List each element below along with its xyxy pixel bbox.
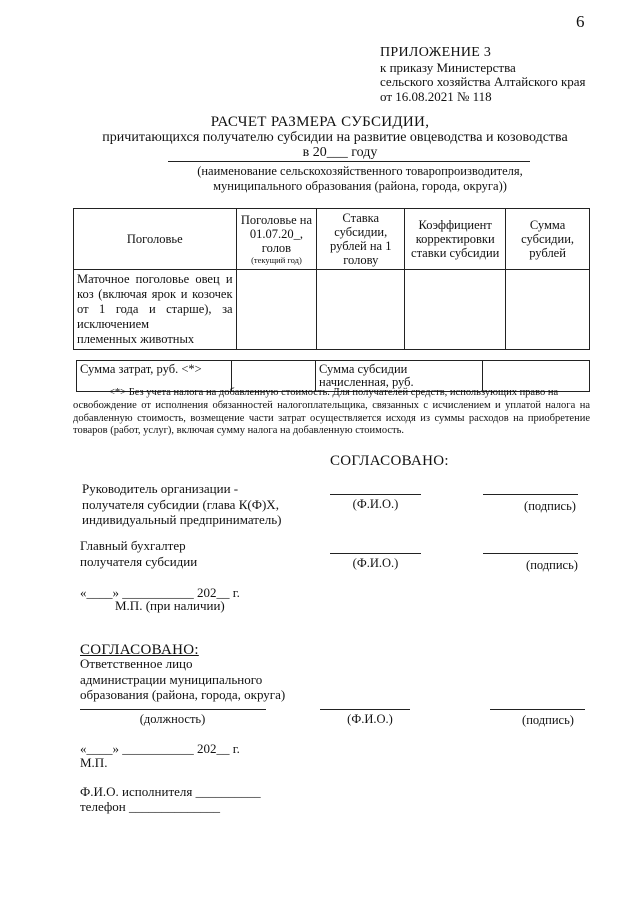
title-line-2: причитающихся получателю субсидии на развитие овцеводства и козоводства [102,130,568,145]
title-line-1: РАСЧЕТ РАЗМЕРА СУБСИДИИ, [210,114,430,130]
head-org-line-3: индивидуальный предприниматель) [82,512,282,527]
row-description-text: Маточное поголовье овец и коз (включая ярок и козочек от 1 года и старше), за исключением [77,272,233,331]
accountant-line-2: получателя субсидии [80,553,198,569]
head-of-organization-block [82,481,282,528]
header-head-count [236,209,317,270]
head-org-line-1: Руководитель организации - [82,481,239,496]
approved-heading-2: СОГЛАСОВАНО: [80,642,199,658]
head-fio-line[interactable] [330,494,421,495]
admin-signature-caption: (подпись) [522,713,574,727]
name-caption-line-2: муниципального образования (района, города, округа)) [213,179,507,193]
appendix-header [380,46,586,104]
cell-coefficient[interactable] [405,270,506,350]
header-rate: Ставка субсидии, рублей на 1 голову [317,209,405,270]
accrued-subsidy-label: Сумма субсидии начисленная, руб. [316,361,483,392]
footnote [73,387,590,438]
cell-head-count[interactable] [236,270,317,350]
appendix-line-1: к приказу Министерства [380,59,516,75]
title-line-3: в 20___ году [302,145,378,160]
name-caption-line-1: (наименование сельскохозяйственного товаропроизводителя, [197,164,523,178]
costs-label: Сумма затрат, руб. <*> [77,361,232,392]
accountant-fio-line[interactable] [330,553,421,554]
chief-accountant-block [80,538,197,569]
administration-block [80,656,285,703]
accountant-signature-line[interactable] [483,553,578,554]
head-fio-caption: (Ф.И.О.) [352,497,399,511]
appendix-line-2: сельского хозяйства Алтайского края [380,74,586,89]
producer-name-line [168,161,530,162]
cell-rate[interactable] [317,270,405,350]
table-row [74,270,590,350]
stamp-optional: М.П. (при наличии) [115,598,225,613]
admin-fio-line[interactable] [320,709,410,710]
admin-line-3: образования (района, города, округа) [80,687,286,702]
cell-subsidy-sum[interactable] [506,270,590,350]
header-subsidy-sum: Сумма субсидии, рублей [506,209,590,270]
admin-line-2: администрации муниципального [80,671,263,687]
accountant-fio-caption: (Ф.И.О.) [352,556,399,570]
subsidy-table [73,208,590,350]
date-line-2: «____» ___________ 202__ г. [80,741,240,756]
executor-line: Ф.И.О. исполнителя __________ [80,784,261,799]
phone-line: телефон ______________ [80,799,220,814]
approved-heading-1: СОГЛАСОВАНО: [330,453,449,469]
admin-line-1: Ответственное лицо [80,656,193,671]
admin-signature-line[interactable] [490,709,585,710]
footnote-first-line: <*> Без учета налога на добавленную стоимость. Для получателей средств, использующих право на [109,387,559,398]
head-signature-caption: (подпись) [524,499,576,513]
accountant-line-1: Главный бухгалтер [80,538,186,553]
appendix-line-3: от 16.08.2021 № 118 [380,88,492,104]
row-description-last-line: племенных животных [77,332,195,346]
header-head-count-label: Поголовье на 01.07.20_, голов [240,213,313,255]
stamp-label: М.П. [80,755,108,770]
head-signature-line[interactable] [483,494,578,495]
header-coefficient: Коэффициент корректировки ставки субсидии [405,209,506,270]
appendix-title: ПРИЛОЖЕНИЕ 3 [380,45,492,60]
accountant-signature-caption: (подпись) [526,558,578,572]
date-line-1: «____» ___________ 202__ г. [80,585,240,600]
admin-fio-caption: (Ф.И.О.) [347,712,393,726]
head-org-line-2: получателя субсидии (глава К(Ф)Х, [82,496,279,512]
row-livestock-description [74,270,237,350]
document-title [0,115,640,160]
producer-name-caption [180,164,540,194]
page-number: 6 [576,12,585,31]
header-livestock: Поголовье [74,209,237,270]
header-head-count-note: (текущий год) [251,255,302,265]
footnote-rest: освобождение от исполнения обязанностей налогоплательщика, связанных с исчислением и уплатой налога на добавленную стоимость, возмещение части затрат осуществляется исходя из суммы расходов на приобретение товаров (работ, услуг), включая сумму налога на добавленную стоимость. [73,399,590,437]
position-caption: (должность) [139,712,206,726]
table-header-row [74,209,590,270]
position-line[interactable] [80,709,266,710]
